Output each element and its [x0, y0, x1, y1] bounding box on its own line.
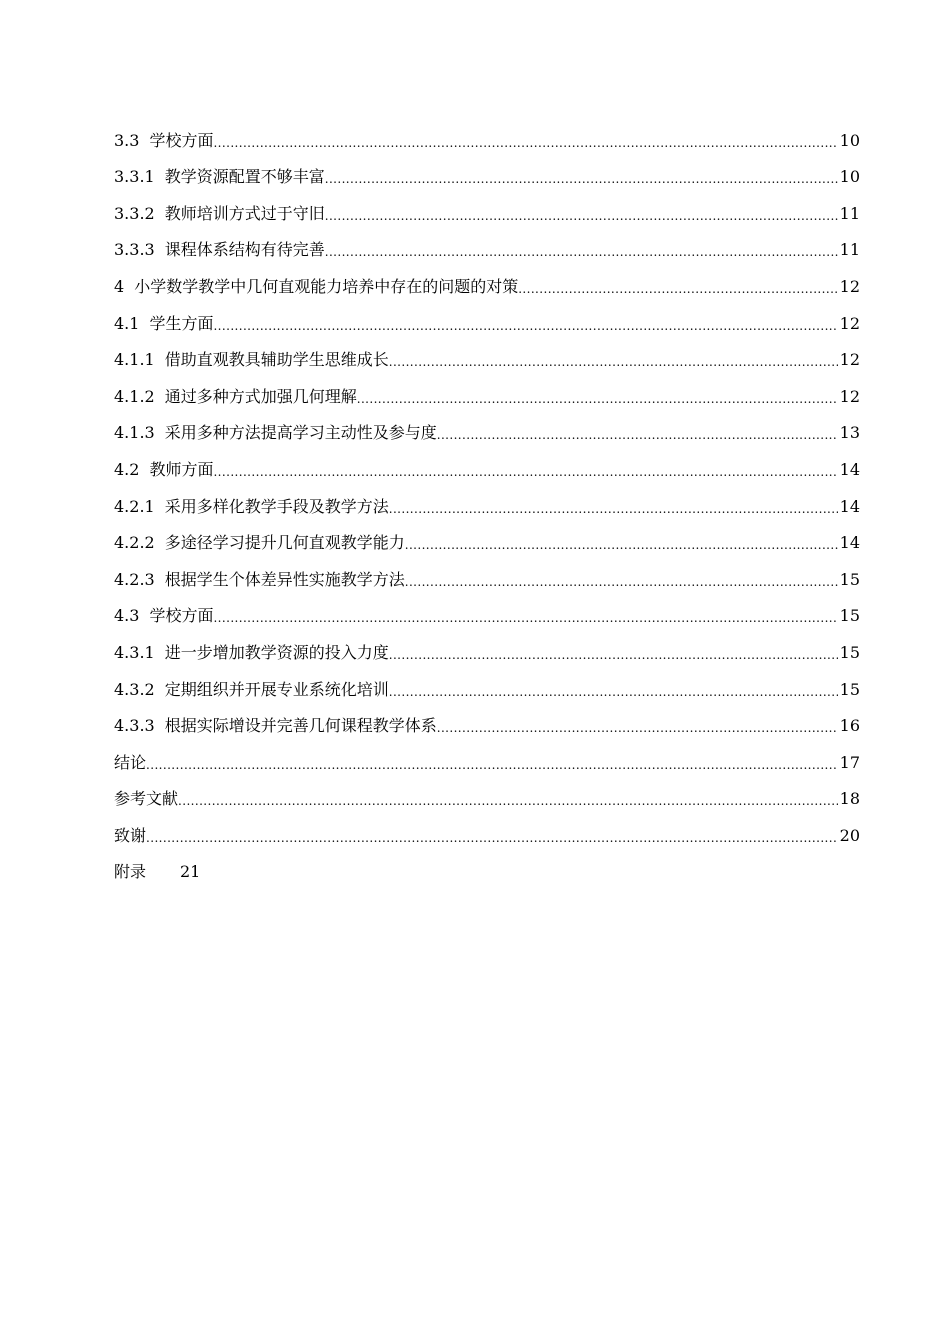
toc-entry[interactable]	[114, 370, 860, 407]
toc-entry[interactable]	[114, 517, 860, 554]
toc-entry-title: 多途径学习提升几何直观教学能力	[164, 533, 405, 553]
toc-entry[interactable]	[114, 480, 860, 517]
toc-entry[interactable]	[114, 553, 860, 590]
toc-entry-number: 4.1.1	[114, 350, 155, 370]
toc-entry-page: 10	[839, 130, 860, 150]
toc-dot-leader	[213, 131, 837, 151]
toc-entry-title: 教师方面	[149, 459, 214, 479]
toc-dot-leader	[325, 204, 838, 224]
toc-entry[interactable]	[114, 297, 860, 334]
toc-entry-page: 11	[839, 203, 860, 223]
toc-entry[interactable]	[114, 773, 860, 810]
toc-entry-title: 根据实际增设并完善几何课程教学体系	[164, 716, 437, 736]
toc-entry-page: 14	[839, 533, 860, 553]
toc-entry[interactable]	[114, 260, 860, 297]
toc-entry-number: 4.2	[114, 459, 140, 479]
toc-entry-title: 学生方面	[149, 313, 214, 333]
toc-dot-leader	[518, 277, 837, 297]
toc-entry-page: 20	[839, 825, 860, 845]
toc-entry-number: 3.3.2	[114, 203, 155, 223]
toc-entry-number: 4.2.2	[114, 533, 155, 553]
toc-entry-title: 采用多样化教学手段及教学方法	[164, 496, 389, 516]
toc-entry-title: 定期组织并开展专业系统化培训	[164, 679, 389, 699]
toc-entry[interactable]	[114, 809, 860, 846]
toc-entry[interactable]	[114, 114, 860, 151]
toc-entry-page: 14	[839, 496, 860, 516]
toc-dot-leader	[405, 533, 838, 553]
toc-entry-title: 借助直观教具辅助学生思维成长	[164, 350, 389, 370]
toc-dot-leader	[213, 606, 837, 626]
toc-dot-leader	[178, 789, 838, 809]
toc-entry-page: 12	[839, 350, 860, 370]
toc-entry-title: 通过多种方式加强几何理解	[164, 386, 357, 406]
toc-entry[interactable]	[114, 590, 860, 627]
toc-entry[interactable]	[114, 151, 860, 188]
toc-entry-number: 3.3	[114, 130, 140, 150]
toc-entry-page: 15	[839, 679, 860, 699]
toc-entry-title: 进一步增加教学资源的投入力度	[164, 642, 389, 662]
toc-dot-leader	[357, 387, 838, 407]
toc-entry-page: 15	[839, 642, 860, 662]
toc-entry-page: 18	[839, 789, 860, 809]
toc-entry-page: 15	[839, 606, 860, 626]
toc-entry[interactable]	[114, 443, 860, 480]
toc-appendix-entry[interactable]	[114, 846, 860, 883]
toc-entry[interactable]	[114, 736, 860, 773]
toc-entry-page: 12	[839, 313, 860, 333]
toc-dot-leader	[325, 240, 838, 260]
toc-entry-title: 结论	[114, 752, 147, 772]
toc-entry[interactable]	[114, 407, 860, 444]
toc-entry-title: 采用多种方法提高学习主动性及参与度	[164, 423, 437, 443]
toc-entry-number: 3.3.1	[114, 167, 155, 187]
toc-appendix-title: 附录	[114, 862, 147, 882]
toc-appendix-page: 21	[180, 862, 201, 882]
toc-entry[interactable]	[114, 663, 860, 700]
toc-dot-leader	[146, 826, 838, 846]
toc-dot-leader	[146, 753, 838, 773]
toc-entry-title: 小学数学教学中几何直观能力培养中存在的问题的对策	[134, 276, 519, 296]
toc-entry-number: 4.1.2	[114, 386, 155, 406]
toc-entry-page: 14	[839, 459, 860, 479]
toc-entry-title: 学校方面	[149, 130, 214, 150]
toc-entry-page: 17	[839, 752, 860, 772]
toc-dot-leader	[405, 570, 838, 590]
toc-dot-leader	[213, 460, 837, 480]
toc-entry-page: 11	[839, 240, 860, 260]
toc-entry-number: 4.2.1	[114, 496, 155, 516]
toc-entry-title: 课程体系结构有待完善	[164, 240, 325, 260]
toc-entry-number: 4	[114, 276, 125, 296]
toc-entry-title: 致谢	[114, 825, 147, 845]
toc-entry[interactable]	[114, 626, 860, 663]
toc-entry-title: 学校方面	[149, 606, 214, 626]
table-of-contents	[114, 114, 860, 882]
toc-entry-number: 4.3	[114, 606, 140, 626]
toc-entry-page: 12	[839, 386, 860, 406]
toc-entry-page: 16	[839, 716, 860, 736]
toc-entry[interactable]	[114, 700, 860, 737]
toc-entry-title: 教学资源配置不够丰富	[164, 167, 325, 187]
toc-entry-number: 4.1.3	[114, 423, 155, 443]
toc-entry-number: 4.3.1	[114, 642, 155, 662]
toc-entry[interactable]	[114, 334, 860, 371]
toc-dot-leader	[389, 643, 838, 663]
toc-entry-number: 3.3.3	[114, 240, 155, 260]
toc-entry-page: 15	[839, 569, 860, 589]
toc-entry-title: 参考文献	[114, 789, 179, 809]
toc-entry[interactable]	[114, 224, 860, 261]
toc-entry-title: 教师培训方式过于守旧	[164, 203, 325, 223]
toc-dot-leader	[437, 716, 838, 736]
toc-entry[interactable]	[114, 187, 860, 224]
toc-entry-title: 根据学生个体差异性实施教学方法	[164, 569, 405, 589]
toc-entry-number: 4.3.2	[114, 679, 155, 699]
toc-dot-leader	[437, 423, 838, 443]
toc-dot-leader	[213, 314, 837, 334]
toc-entry-page: 10	[839, 167, 860, 187]
toc-dot-leader	[325, 167, 838, 187]
toc-entry-page: 13	[839, 423, 860, 443]
toc-entry-number: 4.2.3	[114, 569, 155, 589]
toc-entry-number: 4.3.3	[114, 716, 155, 736]
toc-dot-leader	[389, 350, 838, 370]
toc-dot-leader	[389, 497, 838, 517]
toc-entry-page: 12	[839, 276, 860, 296]
toc-entry-number: 4.1	[114, 313, 140, 333]
toc-dot-leader	[389, 680, 838, 700]
